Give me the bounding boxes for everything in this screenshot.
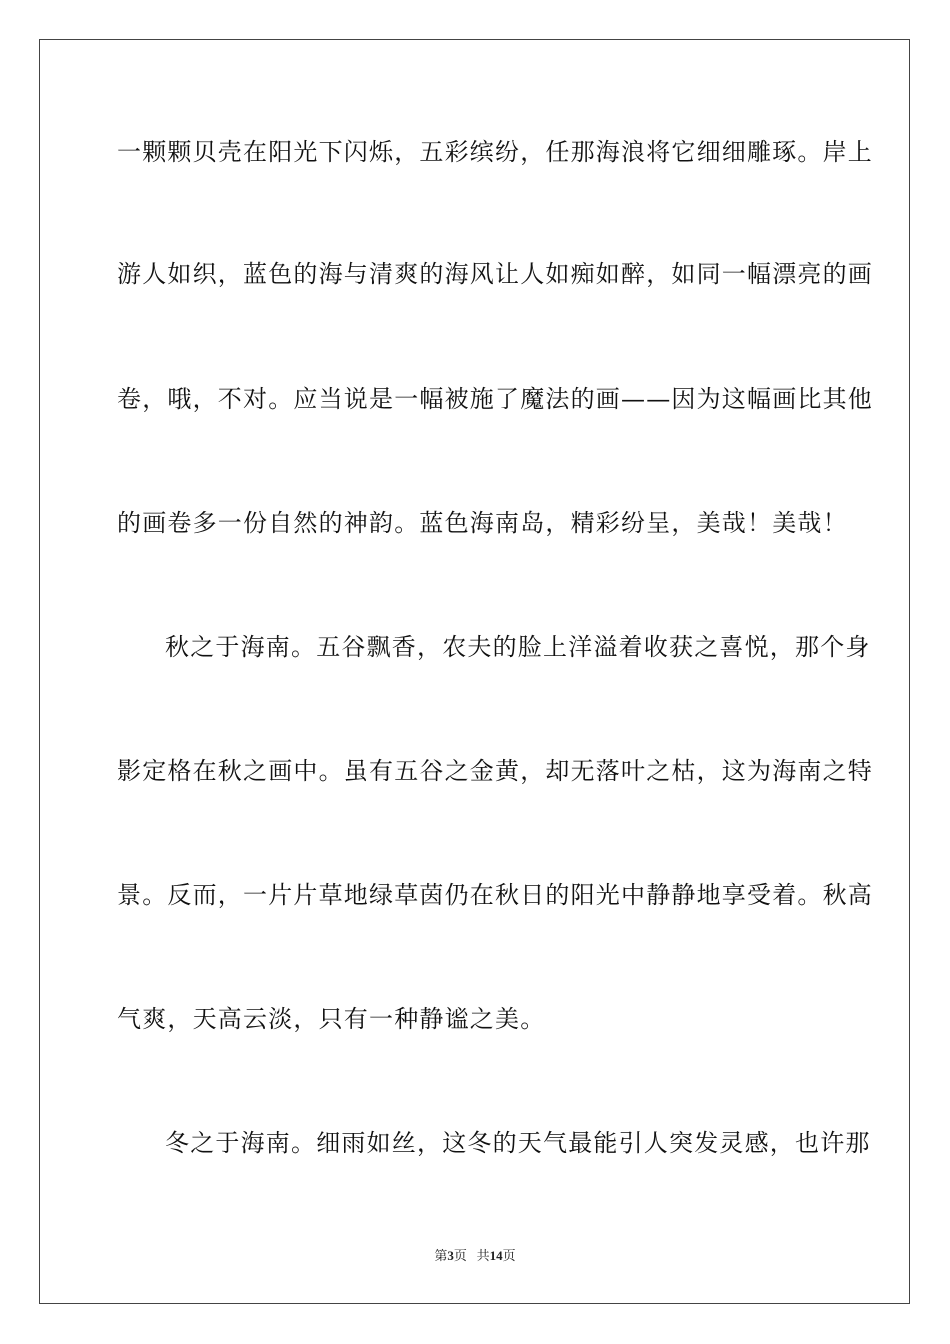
body-line-4: 的画卷多一份自然的神韵。蓝色海南岛，精彩纷呈，美哉！美哉！ bbox=[117, 509, 848, 537]
footer-total-prefix: 共 bbox=[476, 1248, 490, 1263]
body-line-6: 影定格在秋之画中。虽有五谷之金黄，却无落叶之枯，这为海南之特 bbox=[117, 757, 873, 785]
body-line-8: 气爽，天高云淡，只有一种静谧之美。 bbox=[117, 1005, 546, 1033]
page-border bbox=[39, 39, 910, 1304]
footer-prefix: 第 bbox=[434, 1248, 448, 1263]
footer-page-suffix: 页 bbox=[453, 1248, 467, 1263]
current-page-number: 3 bbox=[447, 1248, 454, 1263]
footer-total-suffix: 页 bbox=[502, 1248, 516, 1263]
body-line-2: 游人如织，蓝色的海与清爽的海风让人如痴如醉，如同一幅漂亮的画 bbox=[117, 260, 873, 288]
page-footer bbox=[0, 1248, 950, 1264]
total-pages-number: 14 bbox=[489, 1248, 503, 1263]
body-line-7: 景。反而，一片片草地绿草茵仍在秋日的阳光中静静地享受着。秋高 bbox=[117, 881, 873, 909]
paragraph-autumn-first-line: 秋之于海南。五谷飘香，农夫的脸上洋溢着收获之喜悦，那个身 bbox=[165, 633, 871, 661]
body-line-1: 一颗颗贝壳在阳光下闪烁，五彩缤纷，任那海浪将它细细雕琢。岸上 bbox=[117, 138, 873, 166]
body-line-3: 卷，哦，不对。应当说是一幅被施了魔法的画——因为这幅画比其他 bbox=[117, 385, 873, 413]
paragraph-winter-first-line: 冬之于海南。细雨如丝，这冬的天气最能引人突发灵感，也许那 bbox=[165, 1129, 871, 1157]
